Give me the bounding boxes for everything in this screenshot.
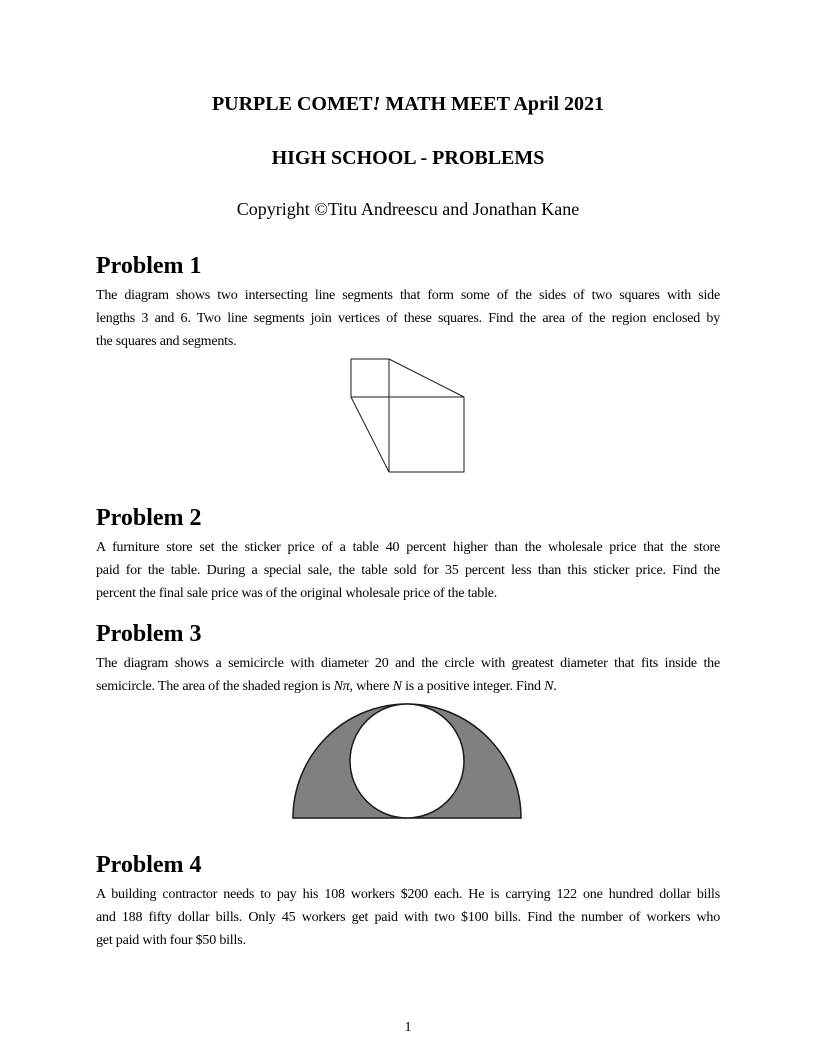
problem-2-heading: Problem 2: [96, 505, 202, 531]
problem-1-heading: Problem 1: [96, 253, 202, 279]
problem-3: [96, 621, 720, 698]
title-tail: MATH MEET April 2021: [380, 93, 605, 115]
problem-1-text: [96, 284, 720, 353]
problem-4-line-3: get paid with four $50 bills.: [96, 933, 246, 948]
document-title: [0, 93, 816, 116]
problem-1-line-2: lengths 3 and 6. Two line segments join vertices of these squares. Find the area of the region enclosed by: [96, 311, 720, 326]
p3-text-e: is a positive integer. Find: [401, 679, 545, 694]
lower-joining-segment: [351, 397, 389, 472]
problem-2-line-1: A furniture store set the sticker price of a table 40 percent higher than the wholesale price that the store: [96, 540, 720, 555]
title-main: PURPLE COMET: [211, 93, 373, 115]
problem-1-line-1: The diagram shows two intersecting line segments that form some of the sides of two squares with side: [96, 288, 720, 303]
math-n-pi: Nπ: [333, 679, 350, 694]
title-exclamation: !: [372, 93, 381, 115]
p3-text-c: , where: [349, 679, 393, 694]
problem-3-text: [96, 652, 720, 698]
problem-2-text: [96, 536, 720, 605]
squares-diagram: [0, 358, 816, 474]
p3-text-a: semicircle. The area of the shaded region is: [96, 679, 334, 694]
page-number: 1: [404, 1020, 412, 1035]
copyright-text: Copyright ©Titu Andreescu and Jonathan Kane: [236, 199, 580, 219]
problem-4-line-1: A building contractor needs to pay his 108 workers $200 each. He is carrying 122 one hundred dollar bills: [96, 887, 720, 902]
problem-1: [96, 253, 720, 353]
problem-4-line-2: and 188 fifty dollar bills. Only 45 workers get paid with two $100 bills. Find the number of workers who: [96, 910, 720, 925]
problem-4: [96, 852, 720, 952]
problem-4-heading: Problem 4: [96, 852, 202, 878]
problem-2: [96, 505, 720, 605]
problem-2-line-2: paid for the table. During a special sale, the table sold for 35 percent less than this sticker price. Find the: [96, 563, 720, 578]
problem-3-heading: Problem 3: [96, 621, 202, 647]
copyright-line: [0, 199, 816, 220]
problem-3-line-1: The diagram shows a semicircle with diameter 20 and the circle with greatest diameter that fits inside the: [96, 656, 720, 671]
squares-diagram-svg: [350, 358, 466, 474]
upper-joining-segment: [389, 359, 464, 397]
document-subtitle: [0, 147, 816, 170]
math-n-1: N: [392, 679, 402, 694]
problem-4-text: [96, 883, 720, 952]
inscribed-circle: [350, 704, 464, 818]
problem-3-line-2: [96, 675, 720, 698]
semicircle-diagram: [0, 702, 816, 820]
p3-text-g: .: [553, 679, 557, 694]
semicircle-diagram-svg: [292, 702, 524, 820]
math-n-2: N: [544, 679, 554, 694]
large-square-sides: [389, 397, 464, 472]
subtitle-text: HIGH SCHOOL - PROBLEMS: [271, 147, 545, 169]
problem-2-line-3: percent the final sale price was of the original wholesale price of the table.: [96, 586, 498, 601]
small-square-sides: [351, 359, 389, 397]
problem-1-line-3: the squares and segments.: [96, 334, 237, 349]
